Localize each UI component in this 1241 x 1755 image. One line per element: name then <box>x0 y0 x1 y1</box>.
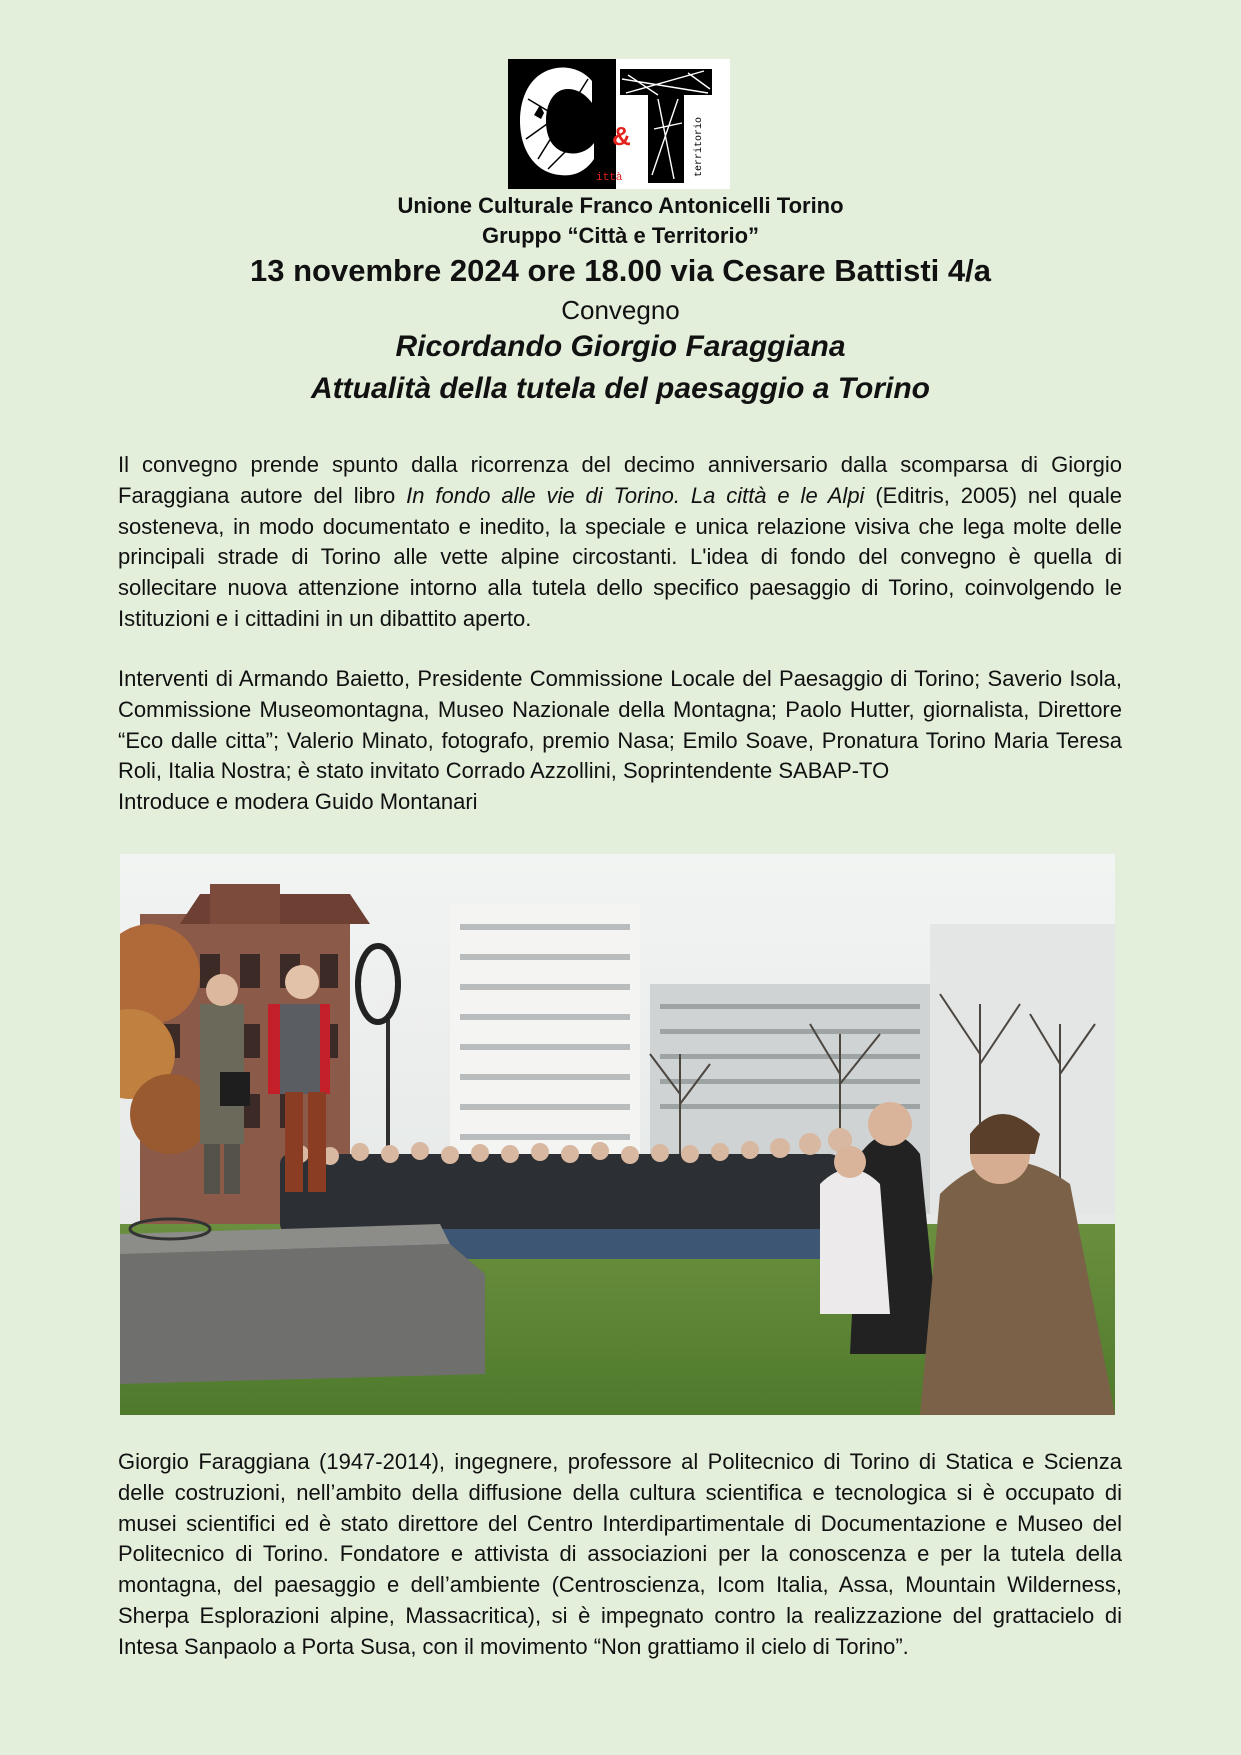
intro-text-before: Il convegno prende spunto dalla ricorrenza del decimo anniversario dalla scomparsa di Giorgio Faraggiana autore del libro <box>118 452 1122 508</box>
logo-ampersand: & <box>612 121 631 151</box>
logo-caption-citta: ittà <box>596 172 623 184</box>
logo-caption-territorio: territorio <box>694 116 705 177</box>
intro-paragraph <box>118 450 1122 635</box>
event-subtitle: Attualità della tutela del paesaggio a Torino <box>311 372 930 405</box>
organization-name: Unione Culturale Franco Antonicelli Torino <box>397 193 844 218</box>
group-name: Gruppo “Città e Territorio” <box>481 223 760 248</box>
biography-paragraph: Giorgio Faraggiana (1947-2014), ingegnere, professore al Politecnico di Torino di Statica e Scienza delle costruzioni, nell’ambito della diffusione della cultura scientifica e tecnologica si è occupato di musei scientifici ed è stato direttore del Centro Interdipartimentale di Documentazione e Museo del Politecnico di Torino. Fondatore e attivista di associazioni per la conoscenza e per la tutela della montagna, del paesaggio e dell’ambiente (Centroscienza, Icom Italia, Assa, Mountain Wilderness, Sherpa Esplorazioni alpine, Massacritica), si è impegnato contro la realizzazione del grattacielo di Intesa Sanpaolo a Porta Susa, con il movimento “Non grattiamo il cielo di Torino”. <box>118 1449 1122 1659</box>
event-title: Ricordando Giorgio Faraggiana <box>395 330 846 363</box>
moderator-text: Introduce e modera Guido Montanari <box>118 789 478 815</box>
speakers-paragraph <box>118 664 1122 818</box>
book-title: In fondo alle vie di Torino. La città e le Alpi <box>406 482 865 508</box>
citta-territorio-logo <box>508 59 730 189</box>
event-photo <box>120 854 1115 1415</box>
speakers-text: Interventi di Armando Baietto, Presidente Commissione Locale del Paesaggio di Torino; Saverio Isola, Commissione Museomontagna, Museo Nazionale della Montagna; Paolo Hutter, giornalista, Direttore “Eco dalle citta”; Valerio Minato, fotografo, premio Nasa; Emilo Soave, Pronatura Torino Maria Teresa Roli, Italia Nostra; è stato invitato Corrado Azzollini, Soprintendente SABAP-TO <box>118 666 1122 784</box>
intro-text-after: (Editris, 2005) nel quale sosteneva, in modo documentato e inedito, la speciale e unica relazione visiva che lega molte delle principali strade di Torino alle vette alpine circostanti. L'idea di fondo del convegno è quella di sollecitare nuova attenzione intorno alla tutela dello specifico paesaggio di Torino, coinvolgendo le Istituzioni e i cittadini in un dibattito aperto. <box>118 482 1123 631</box>
event-type: Convegno <box>561 295 680 325</box>
event-date-place: 13 novembre 2024 ore 18.00 via Cesare Battisti 4/a <box>250 253 991 288</box>
